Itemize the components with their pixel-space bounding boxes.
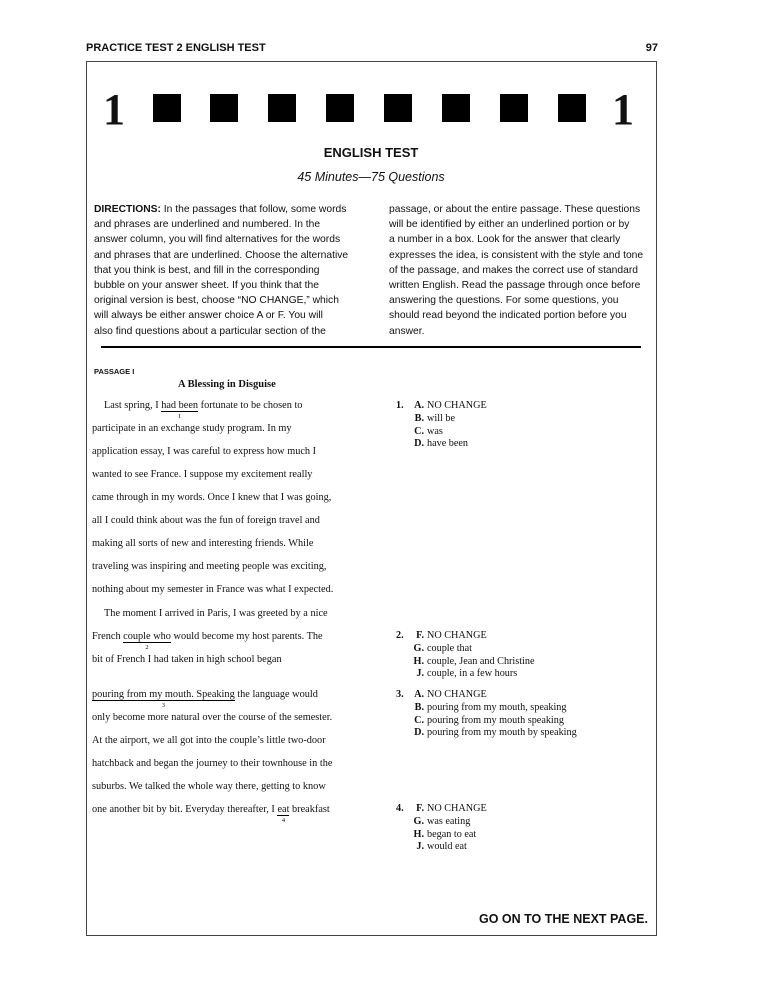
question-ref-number: 1 — [178, 413, 182, 420]
section-number-left: 1 — [103, 85, 125, 134]
directions-line: that you think is best, and fill in the corresponding — [94, 264, 320, 276]
passage-line: pouring from my mouth. Speaking 3 the language would — [92, 689, 318, 709]
section-number-right: 1 — [612, 85, 634, 134]
passage-line: French couple who 2 would become my host parents. The — [92, 631, 323, 651]
passage-line: The moment I arrived in Paris, I was greeted by a nice — [104, 608, 328, 619]
header-title: PRACTICE TEST 2 ENGLISH TEST — [86, 42, 266, 54]
banner-square — [442, 94, 470, 122]
directions-line: should read beyond the indicated portion before you — [389, 310, 627, 322]
underlined-phrase-1[interactable]: had been 1 — [161, 400, 199, 420]
passage-title: A Blessing in Disguise — [178, 379, 276, 390]
directions-line: also find questions about a particular section of the — [94, 325, 326, 337]
passage-line: one another bit by bit. Everyday thereafter, I eat 4 breakfast — [92, 804, 330, 824]
passage-label: PASSAGE I — [94, 367, 135, 376]
directions-line: answer. — [389, 325, 425, 337]
test-subtitle: 45 Minutes—75 Questions — [297, 170, 445, 184]
directions-line: written English. Read the passage through once before — [389, 280, 641, 292]
banner-square — [153, 94, 181, 122]
directions-line: DIRECTIONS: In the passages that follow, some words — [94, 204, 347, 215]
directions-line: answering the questions. For some questions, you — [389, 295, 619, 307]
banner-square — [384, 94, 412, 122]
passage-line: making all sorts of new and interesting friends. While — [92, 538, 314, 549]
passage-line: traveling was inspiring and meeting people was exciting, — [92, 561, 327, 572]
directions-right-column — [389, 202, 649, 339]
banner-square — [210, 94, 238, 122]
passage-line: bit of French I had taken in high school began — [92, 654, 282, 665]
passage-line: all I could think about was the fun of foreign travel and — [92, 515, 320, 526]
page-number: 97 — [645, 42, 658, 54]
underlined-phrase-4[interactable]: eat 4 — [277, 804, 290, 824]
question-ref-number: 2 — [145, 644, 149, 651]
directions-label: DIRECTIONS: — [94, 204, 161, 215]
directions-line: a number in a box. Look for the answer that clearly — [389, 234, 621, 246]
question-ref-number: 3 — [161, 702, 165, 709]
question-number: 4. — [396, 803, 404, 814]
directions-line: and phrases are underlined and numbered. In the — [94, 219, 321, 231]
question-number: 2. — [396, 630, 404, 641]
directions-line: answer column, you will find alternatives for the words — [94, 234, 341, 246]
directions-line: bubble on your answer sheet. If you think that the — [94, 280, 319, 292]
passage-line: application essay, I was careful to express how much I — [92, 446, 317, 457]
passage-line: came through in my words. Once I knew that I was going, — [92, 492, 332, 503]
passage-line: At the airport, we all got into the couple’s little two-door — [92, 735, 326, 746]
directions-line: will always be either answer choice A or F. You will — [94, 310, 323, 322]
banner-square — [500, 94, 528, 122]
banner-square — [326, 94, 354, 122]
directions-line: passage, or about the entire passage. These questions — [389, 204, 641, 215]
banner-square — [558, 94, 586, 122]
underlined-phrase-2[interactable]: couple who 2 — [123, 631, 171, 651]
directions-line: original version is best, choose “NO CHANGE,” which — [94, 295, 339, 307]
question-number: 3. — [396, 689, 404, 700]
passage-line: participate in an exchange study program. In my — [92, 423, 292, 434]
passage-line: wanted to see France. I suppose my excitement really — [92, 469, 313, 480]
underlined-phrase-3[interactable]: pouring from my mouth. Speaking 3 — [92, 689, 235, 709]
passage-line: suburbs. We talked the whole way there, getting to know — [92, 781, 326, 792]
directions-left-column — [94, 202, 354, 339]
passage-line: only become more natural over the course of the semester. — [92, 712, 333, 723]
next-page-notice: GO ON TO THE NEXT PAGE. — [478, 912, 648, 926]
test-title: ENGLISH TEST — [323, 145, 419, 160]
question-ref-number: 4 — [281, 817, 286, 824]
directions-line: and phrases that are underlined. Choose the alternative — [94, 249, 349, 261]
banner-square — [268, 94, 296, 122]
directions-line: of the passage, and makes the correct use of standard — [389, 264, 638, 276]
passage-line: hatchback and began the journey to their townhouse in the — [92, 758, 333, 769]
question-number: 1. — [396, 400, 404, 411]
section-divider — [101, 346, 641, 348]
directions-line: expresses the idea, is consistent with the style and tone — [389, 249, 644, 261]
passage-line: Last spring, I had been 1 fortunate to be chosen to — [104, 400, 303, 420]
directions-line: will be identified by either an underlined portion or by — [389, 219, 630, 231]
passage-line: nothing about my semester in France was what I expected. — [92, 584, 334, 595]
